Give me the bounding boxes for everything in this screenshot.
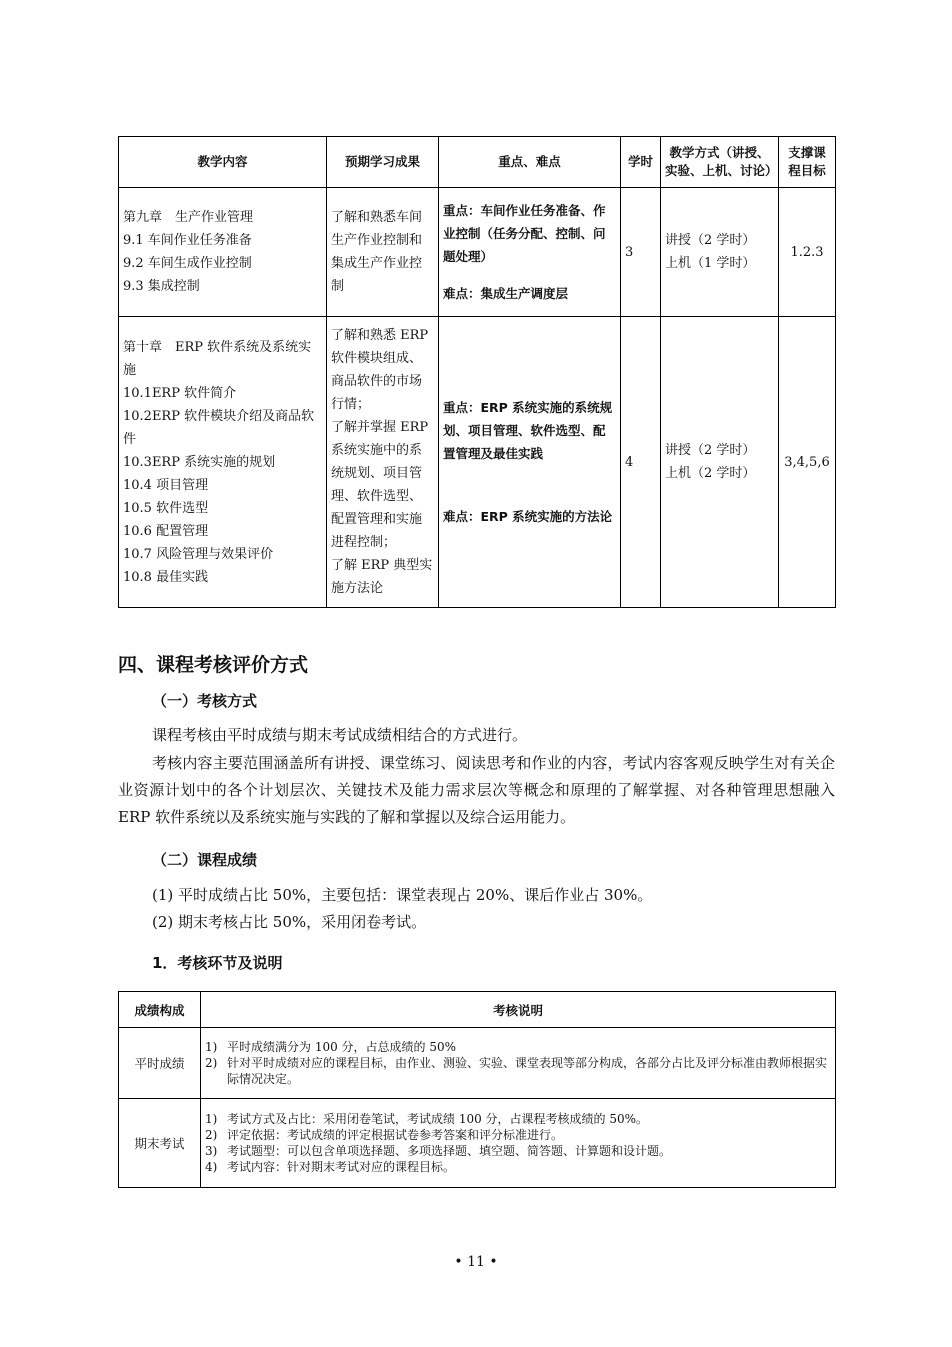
cell-target: 1.2.3 bbox=[779, 188, 836, 317]
cell-target: 3,4,5,6 bbox=[779, 317, 836, 608]
cell-outcome: 了解和熟悉 ERP 软件模块组成、商品软件的市场行情； 了解并掌握 ERP 系统实施中的系统规划、项目管理、软件选型、配置管理和实施进程控制； 了解 ERP 典型实施方法论 bbox=[327, 317, 439, 608]
table-header-row bbox=[119, 992, 836, 1028]
subsection-heading-assessment-steps: 1．考核环节及说明 bbox=[152, 954, 283, 972]
table-row bbox=[119, 317, 836, 608]
header-hours: 学时 bbox=[621, 137, 661, 188]
subsection-heading-assessment-method: （一）考核方式 bbox=[152, 692, 258, 710]
table-row bbox=[119, 1028, 836, 1099]
list-item: 2) 评定依据：考试成绩的评定根据试卷参考答案和评分标准进行。 bbox=[205, 1128, 564, 1142]
header-component: 成绩构成 bbox=[119, 992, 201, 1028]
header-content: 教学内容 bbox=[119, 137, 327, 188]
difficulty-text: 难点：集成生产调度层 bbox=[443, 286, 569, 301]
table-row bbox=[119, 1099, 836, 1188]
list-item: 4) 考试内容：针对期末考试对应的课程目标。 bbox=[205, 1160, 456, 1174]
cell-method: 讲授（2 学时） 上机（1 学时） bbox=[661, 188, 779, 317]
list-item: 3) 考试题型：可以包含单项选择题、多项选择题、填空题、简答题、计算题和设计题。 bbox=[205, 1144, 672, 1158]
header-outcome: 预期学习成果 bbox=[327, 137, 439, 188]
list-item: 1) 考试方式及占比：采用闭卷笔试，考试成绩 100 分，占课程考核成绩的 50%。 bbox=[205, 1112, 649, 1126]
cell-hours: 3 bbox=[621, 188, 661, 317]
cell-description bbox=[201, 1099, 836, 1188]
header-target: 支撑课程目标 bbox=[779, 137, 836, 188]
cell-outcome: 了解和熟悉车间生产作业控制和集成生产作业控制 bbox=[327, 188, 439, 317]
grade-item-final: (2) 期末考核占比 50%，采用闭卷考试。 bbox=[152, 913, 427, 931]
teaching-content-table bbox=[118, 136, 836, 608]
page-number: • 11 • bbox=[454, 1254, 498, 1270]
paragraph-assessment-overview: 课程考核由平时成绩与期末考试成绩相结合的方式进行。 bbox=[152, 726, 528, 744]
paragraph-assessment-content: 考核内容主要范围涵盖所有讲授、课堂练习、阅读思考和作业的内容，考试内容客观反映学生对有关企业资源计划中的各个计划层次、关键技术及能力需求层次等概念和原理的了解掌握、对各种管理思想融入 ERP 软件系统以及系统实施与实践的了解和掌握以及综合运用能力。 bbox=[118, 754, 835, 826]
cell-content: 第九章 生产作业管理 9.1 车间作业任务准备 9.2 车间生成作业控制 9.3 集成控制 bbox=[119, 188, 327, 317]
cell-method: 讲授（2 学时） 上机（2 学时） bbox=[661, 317, 779, 608]
cell-key-points bbox=[439, 317, 621, 608]
section-heading: 四、课程考核评价方式 bbox=[118, 654, 309, 676]
cell-component: 平时成绩 bbox=[119, 1028, 201, 1099]
header-description: 考核说明 bbox=[201, 992, 836, 1028]
key-point-text: 重点：ERP 系统实施的系统规划、项目管理、软件选型、配置管理及最佳实践 bbox=[443, 400, 613, 461]
key-point-text: 重点：车间作业任务准备、作业控制（任务分配、控制、问题处理） bbox=[443, 203, 606, 264]
table-row bbox=[119, 188, 836, 317]
header-method: 教学方式（讲授、实验、上机、讨论） bbox=[661, 137, 779, 188]
header-key-points: 重点、难点 bbox=[439, 137, 621, 188]
cell-hours: 4 bbox=[621, 317, 661, 608]
grade-item-regular: (1) 平时成绩占比 50%，主要包括：课堂表现占 20%、课后作业占 30%。 bbox=[152, 886, 653, 904]
cell-description bbox=[201, 1028, 836, 1099]
subsection-heading-course-grade: （二）课程成绩 bbox=[152, 851, 258, 869]
list-item: 2) 针对平时成绩对应的课程目标，由作业、测验、实验、课堂表现等部分构成，各部分占比及评分标准由教师根据实际情况决定。 bbox=[205, 1056, 828, 1086]
assessment-table bbox=[118, 991, 836, 1188]
cell-content: 第十章 ERP 软件系统及系统实施 10.1ERP 软件简介 10.2ERP 软件模块介绍及商品软件 10.3ERP 系统实施的规划 10.4 项目管理 10.5 软件选型 10.6 配置管理 10.7 风险管理与效果评价 10.8 最佳实践 bbox=[119, 317, 327, 608]
list-item: 1) 平时成绩满分为 100 分，占总成绩的 50% bbox=[205, 1040, 457, 1054]
difficulty-text: 难点：ERP 系统实施的方法论 bbox=[443, 509, 613, 524]
cell-key-points bbox=[439, 188, 621, 317]
cell-component: 期末考试 bbox=[119, 1099, 201, 1188]
table-header-row bbox=[119, 137, 836, 188]
